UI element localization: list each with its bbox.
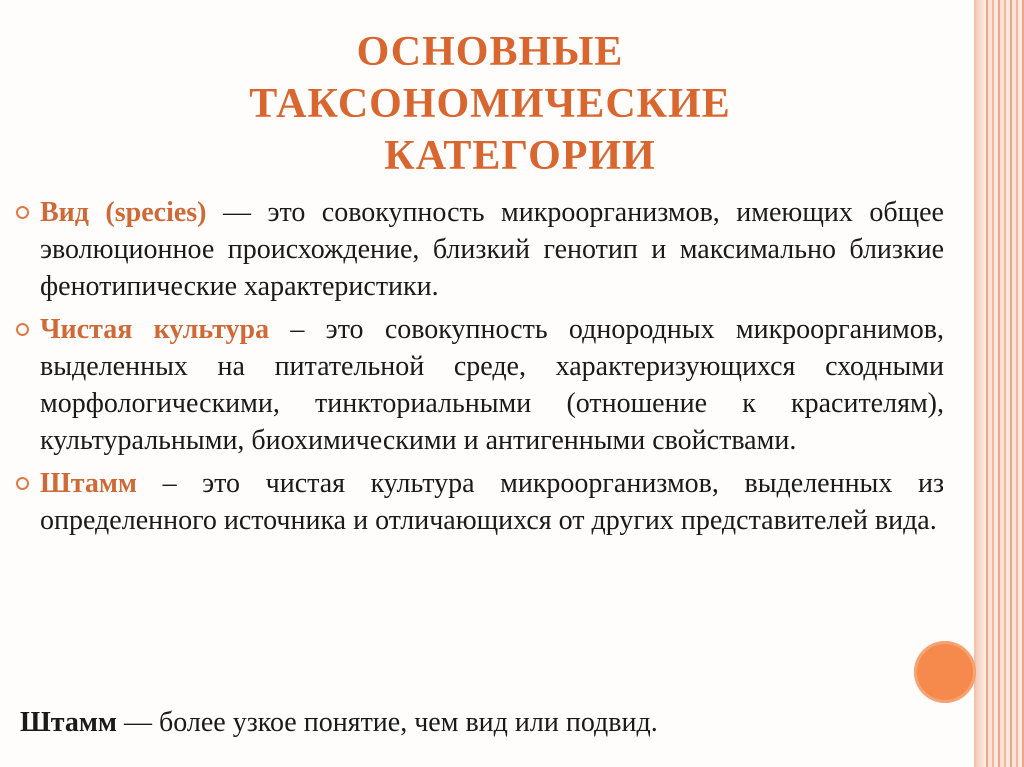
footer-term: Штамм	[20, 707, 117, 738]
definition-species: — это совокупность микроорганизмов, имеющих общее эволюционное происхождение, близкий генотип и максимально близкие фенотипические характеристики.	[40, 197, 944, 302]
ring-bullet-icon	[16, 206, 29, 219]
ring-bullet-icon	[16, 477, 29, 490]
term-strain: Штамм	[40, 468, 137, 499]
term-pure-culture: Чистая культура	[40, 314, 270, 345]
bullet-item-species	[14, 194, 944, 305]
footer-note	[20, 704, 658, 741]
title-line-2: ТАКСОНОМИЧЕСКИЕ	[249, 81, 731, 127]
definition-strain: – это чистая культура микроорганизмов, выделенных из определенного источника и отличающихся от других представителей вида.	[40, 468, 944, 536]
bullet-list	[14, 194, 944, 545]
ring-bullet-icon	[16, 323, 29, 336]
title-line-1: ОСНОВНЫЕ	[356, 29, 624, 75]
orange-circle-decoration	[914, 641, 976, 703]
title-line-3: КАТЕГОРИИ	[384, 133, 656, 179]
term-species: Вид (species)	[40, 197, 207, 228]
footer-text: — более узкое понятие, чем вид или подвид.	[117, 707, 658, 738]
decorative-striped-border	[976, 0, 1024, 767]
bullet-item-strain	[14, 465, 944, 539]
slide-title	[140, 26, 840, 182]
definition-pure-culture: – это совокупность однородных микроорганимов, выделенных на питательной среде, характеризующихся сходными морфологическими, тинкториальными (отношение к красителям), культуральными, биохимическими и антигенными свойствами.	[40, 314, 944, 456]
bullet-item-pure-culture	[14, 311, 944, 459]
